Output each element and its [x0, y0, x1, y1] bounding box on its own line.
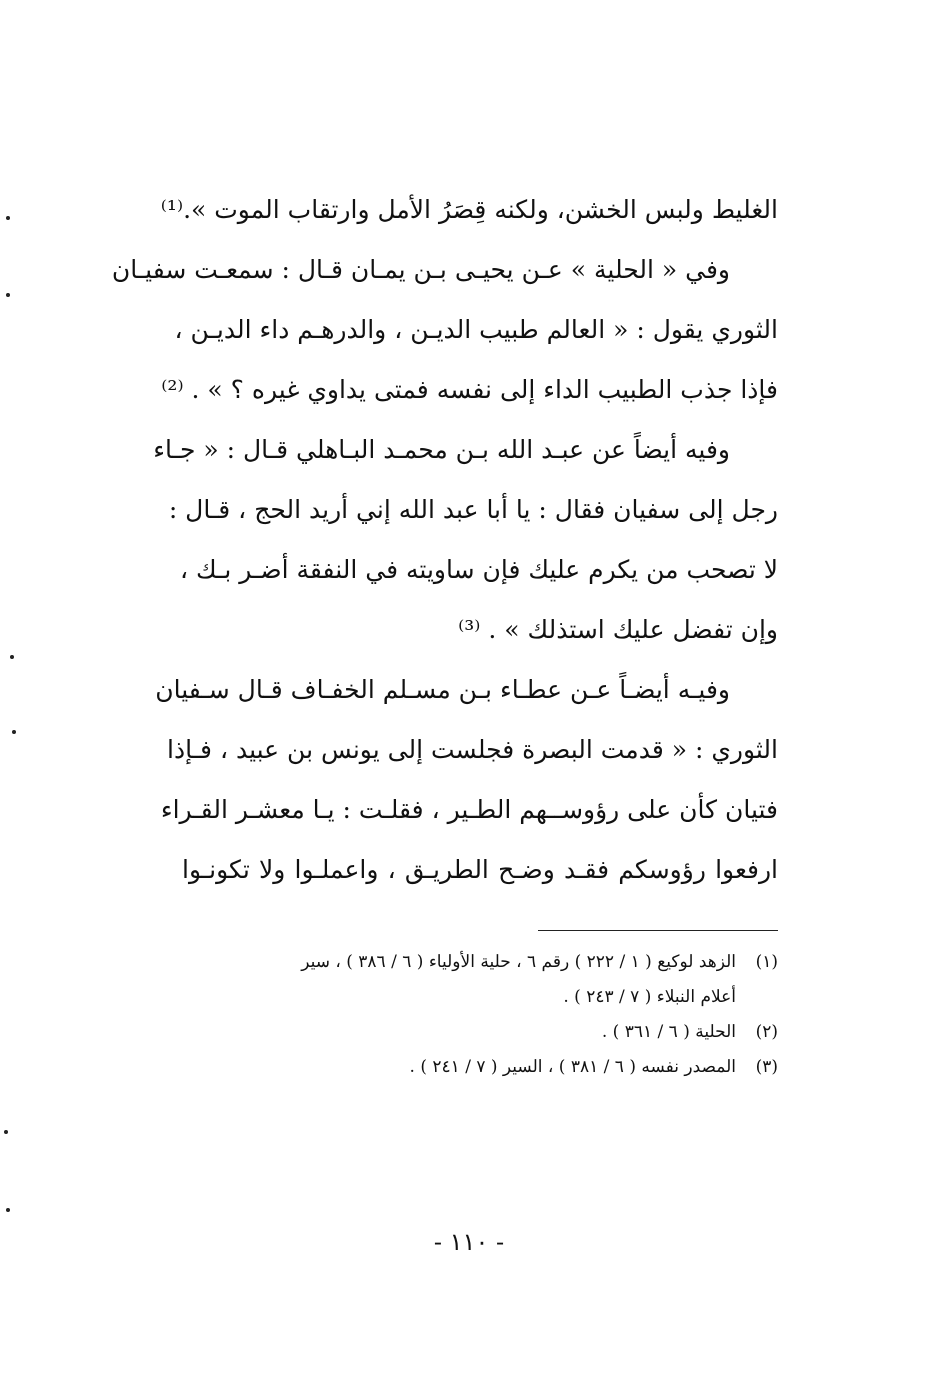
- scan-speck: [12, 730, 16, 734]
- footnote-number: (١): [755, 952, 778, 972]
- scan-speck: [6, 1208, 10, 1212]
- text-line: وإن تفضل عليك استذلك » . ⁽³⁾: [458, 615, 778, 644]
- footnote-separator: [538, 930, 778, 931]
- scan-speck: [10, 655, 14, 659]
- footnote-1-continuation: أعلام النبلاء ( ٧ / ٢٤٣ ) .: [563, 987, 736, 1007]
- scan-speck: [6, 293, 10, 297]
- text-line: رجل إلى سفيان فقال : يا أبا عبد الله إني أريد الحج ، قـال :: [168, 495, 778, 524]
- footnote-1: [182, 945, 778, 980]
- footnote-text: المصدر نفسه ( ٦ / ٣٨١ ) ، السير ( ٧ / ٢٤١ ) .: [409, 1057, 736, 1077]
- text-line: الثوري يقول : « العالم طبيب الديـن ، والدرهـم داء الديـن ،: [174, 315, 778, 344]
- footnote-number: (٣): [755, 1057, 778, 1077]
- footnote-2: [182, 1015, 778, 1050]
- text-line: لا تصحب من يكرم عليك فإن ساويته في النفقة أضـر بـك ،: [179, 555, 778, 584]
- main-text: [111, 180, 778, 900]
- footnote-3: [182, 1050, 778, 1085]
- text-line: فتيان كأن على رؤوســهم الطـير ، فقلـت : يـا معشـر القـراء: [160, 795, 778, 824]
- footnote-text: الزهد لوكيع ( ١ / ٢٢٢ ) رقم ٦ ، حلية الأولياء ( ٦ / ٣٨٦ ) ، سير: [301, 952, 736, 972]
- text-line: الغليط ولبس الخشن، ولكنه قِصَرُ الأمل وارتقاب الموت ».⁽¹⁾: [160, 195, 778, 224]
- text-line: الثوري : « قدمت البصرة فجلست إلى يونس بن عبيد ، فـإذا: [167, 735, 778, 764]
- footnote-number: (٢): [755, 1022, 778, 1042]
- page-number: - ١١٠ -: [433, 1228, 505, 1256]
- text-line: فإذا جذب الطبيب الداء إلى نفسه فمتى يداوي غيره ؟ » . ⁽²⁾: [161, 375, 778, 404]
- text-line: وفيـه أيضـاً عـن عطـاء بـن مسـلم الخفـاف قـال سـفيان: [155, 675, 730, 704]
- text-line: وفيه أيضاً عن عبـد الله بـن محمـد البـاهلي قـال : « جـاء: [153, 435, 730, 464]
- footnotes: [182, 945, 778, 1085]
- text-line: ارفعوا رؤوسكم فقـد وضـح الطريـق ، واعملـوا ولا تكونـوا: [182, 855, 778, 884]
- scan-speck: [4, 1130, 8, 1134]
- scan-speck: [6, 216, 10, 220]
- footnote-text: الحلية ( ٦ / ٣٦١ ) .: [601, 1022, 736, 1042]
- text-line: وفي « الحلية » عـن يحيـى بـن يمـان قـال : سمعـت سفيـان: [111, 255, 730, 284]
